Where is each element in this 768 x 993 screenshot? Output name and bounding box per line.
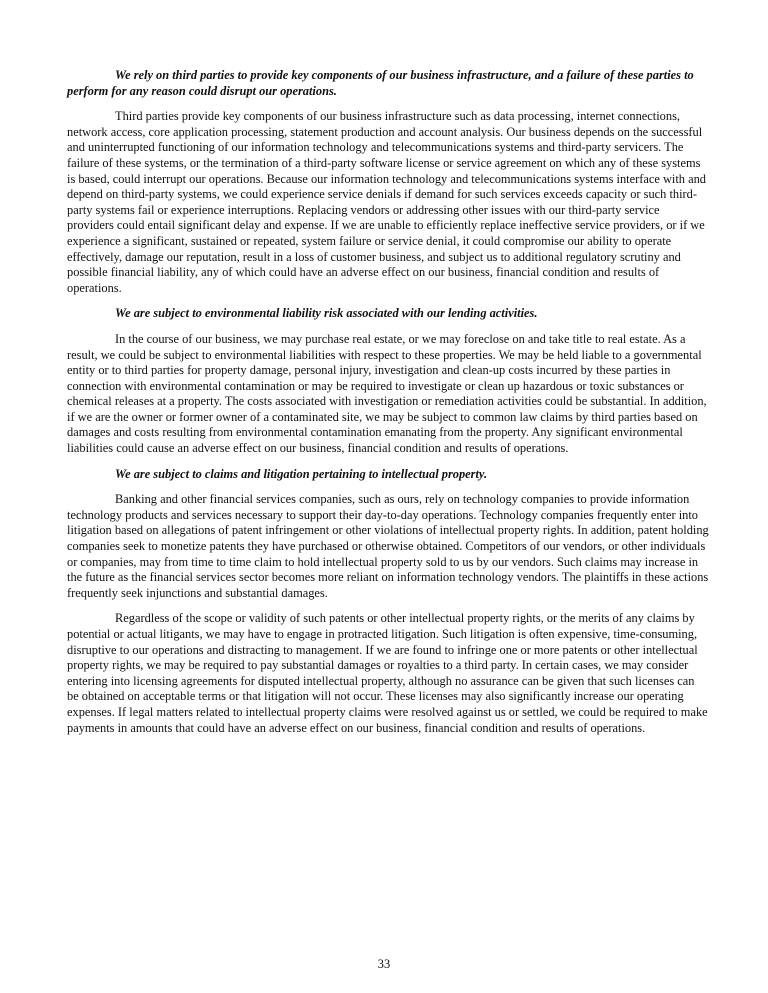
section-heading-third-parties: We rely on third parties to provide key components of our business infrastructure, and a failure of these parties to perform for any reason could disrupt our operations. [67,68,694,98]
paragraph-third-parties: Third parties provide key components of our business infrastructure such as data processing, internet connections, network access, core application processing, statement production and account analysis. Our business depends on the successful and uninterrupted functioning of our information technology and telecommunications systems and third-party servicers. The failure of these systems, or the termination of a third-party software license or service agreement on which any of these systems is based, could interrupt our operations. Because our information technology and telecommunications systems interface with and depend on third-party systems, we could experience service denials if demand for such services exceeds capacity or such third-party systems fail or experience interruptions. Replacing vendors or addressing other issues with our third-party service providers could entail significant delay and expense. If we are unable to efficiently replace ineffective service providers, or if we experience a significant, sustained or repeated, system failure or service denial, it could compromise our ability to operate effectively, damage our reputation, result in a loss of customer business, and subject us to additional regulatory scrutiny and possible financial liability, any of which could have an adverse effect on our business, financial condition and results of operations. [67,109,706,295]
paragraph-intellectual-property-1: Banking and other financial services companies, such as ours, rely on technology companies to provide information technology products and services necessary to support their day-to-day operations. Technology companies frequently enter into litigation based on allegations of patent infringement or other violations of intellectual property rights. In addition, patent holding companies seek to monetize patents they have purchased or otherwise obtained. Competitors of our vendors, or other individuals or companies, may from time to time claim to hold intellectual property sold to us by our vendors. Such claims may increase in the future as the financial services sector becomes more reliant on information technology vendors. The plaintiffs in these actions frequently seek injunctions and substantial damages. [67,492,709,600]
page-number: 33 [377,957,391,971]
document-page [67,68,709,746]
paragraph-intellectual-property-2: Regardless of the scope or validity of such patents or other intellectual property rights, or the merits of any claims by potential or actual litigants, we may have to engage in protracted litigation. Such litigation is often expensive, time-consuming, disruptive to our operations and distracting to management. If we are found to infringe one or more patents or other intellectual property rights, we may be required to pay substantial damages or royalties to a third party. In certain cases, we may consider entering into licensing agreements for disputed intellectual property, although no assurance can be given that such licenses can be obtained on acceptable terms or that litigation will not occur. These licenses may also significantly increase our operating expenses. If legal matters related to intellectual property claims were resolved against us or settled, we could be required to make payments in amounts that could have an adverse effect on our business, financial condition and results of operations. [67,611,708,735]
section-heading-environmental: We are subject to environmental liability risk associated with our lending activities. [115,306,538,321]
section-heading-intellectual-property: We are subject to claims and litigation pertaining to intellectual property. [115,466,488,481]
paragraph-environmental: In the course of our business, we may purchase real estate, or we may foreclose on and take title to real estate. As a result, we could be subject to environmental liabilities with respect to these properties. We may be held liable to a governmental entity or to third parties for property damage, personal injury, investigation and clean-up costs incurred by these parties in connection with environmental contamination or may be required to investigate or clean up hazardous or toxic substances or chemical releases at a property. The costs associated with investigation or remediation activities could be substantial. In addition, if we are the owner or former owner of a contaminated site, we may be subject to common law claims by third parties based on damages and costs resulting from environmental contamination emanating from the property. Any significant environmental liabilities could cause an adverse effect on our business, financial condition and results of operations. [67,331,707,456]
